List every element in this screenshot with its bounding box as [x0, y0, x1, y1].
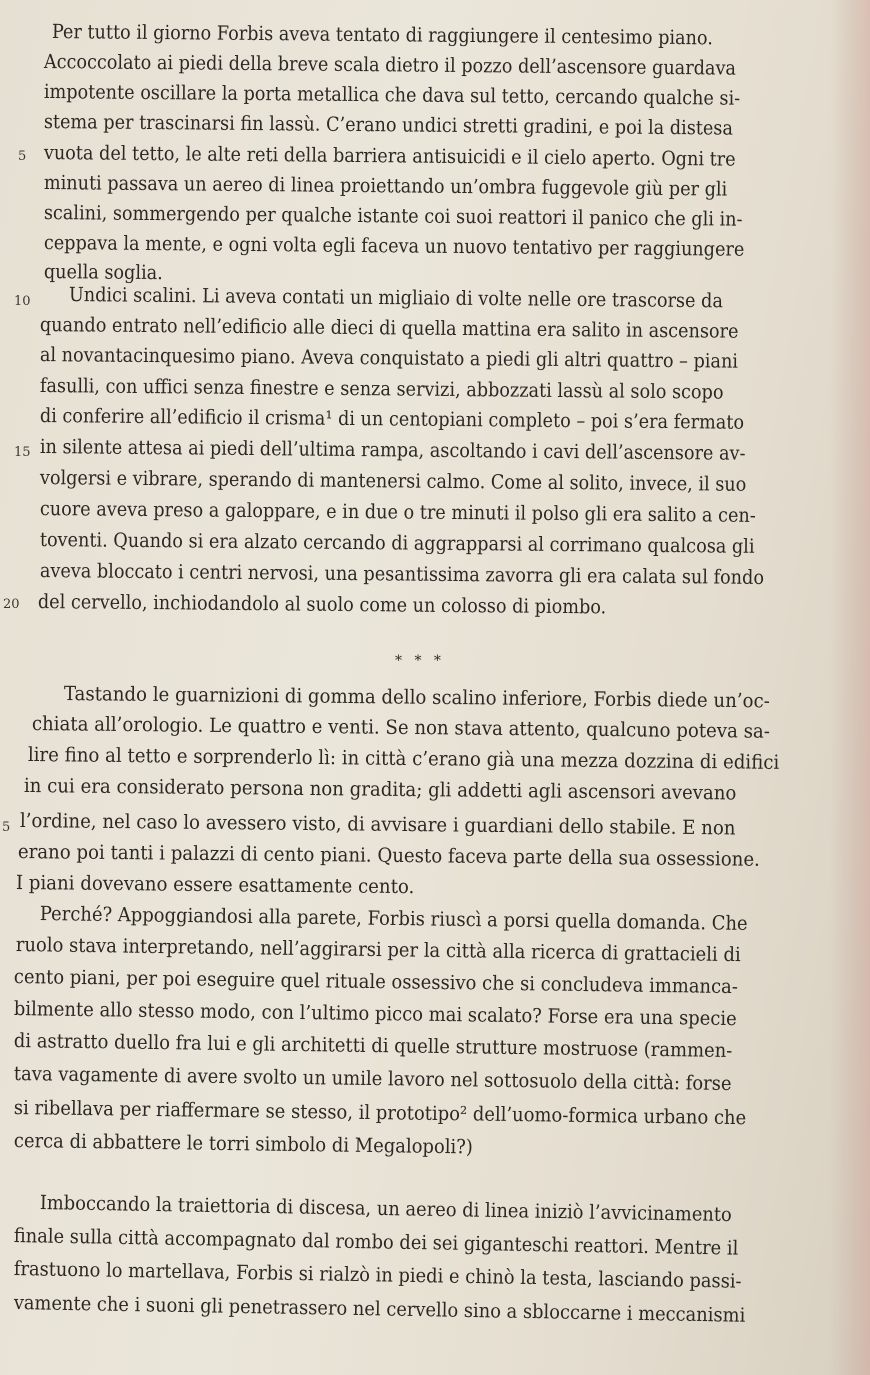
text-line: del cervello, inchiodandolo al suolo come un colosso di piombo.: [37, 590, 607, 619]
text-line: Per tutto il giorno Forbis aveva tentato di raggiungere il centesimo piano.: [51, 20, 714, 50]
text-line: quella soglia.: [43, 260, 163, 285]
text-line: bilmente allo stesso modo, con l’ultimo picco mai scalato? Forse era una specie: [13, 997, 737, 1031]
text-line: Tastando le guarnizioni di gomma dello scalino inferiore, Forbis diede un’oc-: [63, 682, 770, 713]
text-line: in cui era considerato persona non gradita; gli addetti agli ascensori avevano: [23, 774, 737, 805]
text-line: stema per trascinarsi fin lassù. C’erano undici stretti gradini, e poi la distesa: [43, 110, 734, 140]
text-line: in silente attesa ai piedi dell’ultima rampa, ascoltando i cavi dell’ascensore av-: [39, 435, 746, 465]
text-line: frastuono lo martellava, Forbis si rialzò in piedi e chinò la testa, lasciando passi-: [13, 1257, 742, 1293]
text-line: vuota del tetto, le alte reti della barriera antisuicidi e il cielo aperto. Ogni tre: [43, 141, 736, 171]
text-line: Imboccando la traiettoria di discesa, un aereo di linea iniziò l’avvicinamento: [39, 1191, 732, 1227]
text-line: cento piani, per poi eseguire quel rituale ossessivo che si concludeva immanca-: [13, 965, 739, 999]
text-line: ceppava la mente, e ogni volta egli faceva un nuovo tentativo per raggiungere: [43, 231, 745, 261]
line-number: 10: [14, 294, 31, 309]
text-line: lire fino al tetto e sorprenderlo lì: in città c’erano già una mezza dozzina di edifici: [27, 743, 780, 774]
page-edge-shadow: [830, 0, 870, 1375]
text-line: tava vagamente di avere svolto un umile lavoro nel sottosuolo della città: forse: [13, 1062, 732, 1096]
line-number: 15: [14, 445, 31, 460]
line-number: 5: [18, 149, 27, 164]
text-line: impotente oscillare la porta metallica che dava sul tetto, cercando qualche si-: [43, 80, 741, 110]
section-separator: * * *: [395, 653, 445, 669]
text-line: Perché? Appoggiandosi alla parete, Forbis riuscì a porsi quella domanda. Che: [39, 902, 748, 935]
text-line: di conferire all’edificio il crisma¹ di un centopiani completo – poi s’era fermato: [39, 404, 745, 434]
text-line: quando entrato nell’edificio alle dieci di quella mattina era salito in ascensore: [39, 313, 739, 343]
text-line: Accoccolato ai piedi della breve scala dietro il pozzo dell’ascensore guardava: [43, 50, 737, 80]
text-line: l’ordine, nel caso lo avessero visto, di avvisare i guardiani dello stabile. E non: [19, 809, 736, 840]
line-number: 20: [3, 597, 20, 612]
text-line: toventi. Quando si era alzato cercando di aggrapparsi al corrimano qualcosa gli: [39, 528, 755, 558]
text-line: aveva bloccato i centri nervosi, una pesantissima zavorra gli era calata sul fondo: [39, 559, 765, 589]
text-line: I piani dovevano essere esattamente cento.: [15, 871, 415, 899]
text-line: di astratto duello fra lui e gli architetti di quelle strutture mostruose (rammen-: [13, 1029, 733, 1063]
text-line: volgersi e vibrare, sperando di mantenersi calmo. Come al solito, invece, il suo: [39, 466, 747, 496]
text-line: chiata all’orologio. Le quattro e venti. Se non stava attento, qualcuno poteva sa-: [31, 712, 771, 743]
text-line: minuti passava un aereo di linea proiettando un’ombra fuggevole giù per gli: [43, 171, 728, 201]
text-line: erano poi tanti i palazzi di cento piani. Questo faceva parte della sua ossessione.: [17, 840, 761, 871]
text-line: finale sulla città accompagnato dal rombo dei sei giganteschi reattori. Mentre il: [13, 1224, 739, 1260]
line-number: 5: [2, 820, 11, 835]
text-line: scalini, sommergendo per qualche istante coi suoi reattori il panico che gli in-: [43, 201, 743, 231]
text-line: al novantacinquesimo piano. Aveva conquistato a piedi gli altri quattro – piani: [39, 343, 739, 373]
text-line: fasulli, con uffici senza finestre e senza servizi, abbozzati lassù al solo scopo: [39, 374, 724, 404]
text-line: Undici scalini. Li aveva contati un migliaio di volte nelle ore trascorse da: [68, 283, 724, 313]
text-line: si ribellava per riaffermare se stesso, il prototipo² dell’uomo-formica urbano che: [13, 1096, 747, 1130]
text-line: vamente che i suoni gli penetrassero nel cervello sino a sbloccarne i meccanismi: [13, 1291, 746, 1327]
text-line: cerca di abbattere le torri simbolo di Megalopoli?): [13, 1129, 474, 1159]
text-line: ruolo stava interpretando, nell’aggirarsi per la città alla ricerca di grattacieli di: [15, 933, 741, 967]
text-line: cuore aveva preso a galoppare, e in due o tre minuti il polso gli era salito a cen-: [39, 497, 756, 527]
